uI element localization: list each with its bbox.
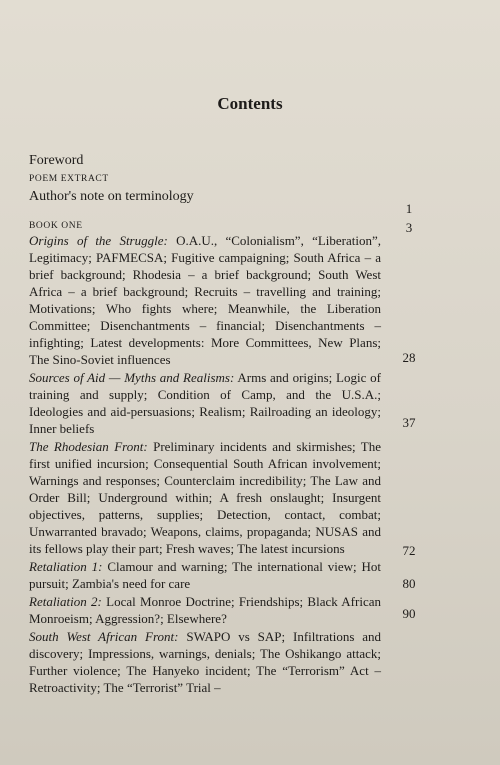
toc-entry (29, 558, 381, 592)
entry-title: Sources of Aid — Myths and Realisms: (29, 370, 235, 385)
entry-title: South West African Front: (29, 629, 179, 644)
entry-text: O.A.U., “Colonialism”, “Liberation”, Legitimacy; PAFMECSA; Fugitive campaigning; South Africa – a brief background; Rhodesia – a brief background; South West Africa – a brief background; Recruits – travelling and training; Motivations; Who fights where; Meanwhile, the Liberation Committee; Disenchantments – financial; Disenchantments – infighting; Latest developments: More Committees, New Plans; The Sino-Soviet influences (29, 233, 382, 367)
entry-text: Local Monroe Doctrine; Friendships; Black African Monroeism; Aggression?; Elsewhere? (29, 594, 381, 626)
page-number: 28 (402, 350, 416, 365)
page-number: 37 (402, 415, 416, 430)
entry-text: SWAPO vs SAP; Infiltrations and discovery; Impressions, warnings, denials; The Oshikango attack; Further violence; The Hanyeko incident; The “Terrorism” Act – Retroactivity; The “Terrorist” Trial – (29, 629, 382, 695)
entry-text: Clamour and warning; The international view; Hot pursuit; Zambia's need for care (29, 559, 382, 591)
entry-title: Origins of the Struggle: (29, 233, 168, 248)
entry-title: Retaliation 2: (29, 594, 102, 609)
foreword-entry: Foreword (29, 153, 84, 168)
page-number: 72 (402, 543, 416, 558)
page-number: 3 (405, 220, 413, 235)
entry-text: Arms and origins; Logic of training and supply; Condition of Camp, and the U.S.A.; Ideologies and aid-persuasions; Realism; Railroading an ideology; Inner beliefs (29, 370, 381, 436)
page-number: 80 (402, 576, 416, 591)
poem-extract-entry: POEM EXTRACT (29, 174, 109, 184)
toc-entry (29, 628, 381, 696)
page-number: 1 (405, 201, 413, 216)
toc-entry (29, 369, 381, 437)
book-one-heading: BOOK ONE (29, 221, 83, 231)
entry-title: The Rhodesian Front: (29, 439, 148, 454)
toc-entry (29, 232, 381, 368)
table-of-contents (29, 220, 381, 696)
entry-title: Retaliation 1: (29, 559, 103, 574)
toc-entry (29, 593, 381, 627)
authors-note-entry: Author's note on terminology (29, 189, 194, 204)
entry-text: Preliminary incidents and skirmishes; The first unified incursion; Consequential South African involvement; Warnings and responses; Counterclaim incredibility; The Law and Order Bill; Underground within; A fresh onslaught; Insurgent objectives, patterns, supplies; Detection, contact, combat; Unwarranted bravado; Weapons, claims, propaganda; NUSAS and its fellows play their part; Fresh waves; The latest incursions (29, 439, 382, 556)
toc-entry (29, 438, 381, 557)
page-title: Contents (217, 94, 283, 113)
page-number: 90 (402, 606, 416, 621)
front-matter (29, 152, 194, 206)
